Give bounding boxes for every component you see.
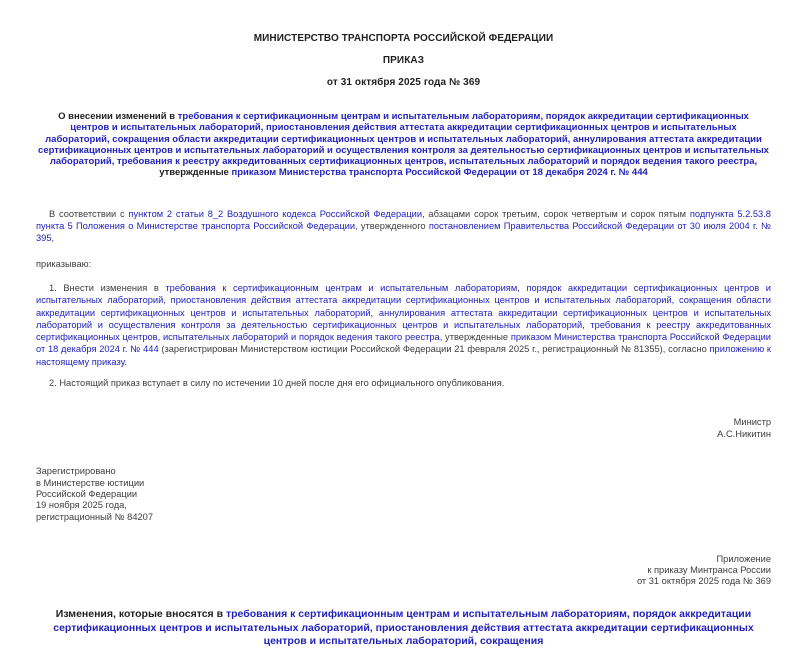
decree-word: приказываю: bbox=[36, 258, 92, 269]
text-segment: , утвержденного bbox=[355, 221, 429, 232]
registration-line: Российской Федерации bbox=[36, 488, 138, 499]
document-title bbox=[38, 111, 769, 179]
doc-link[interactable]: требования к сертификационным центрам и испытательным лабораториям, порядок аккредитации сертификационных центров и испытательных лабораторий, приостановления действия аттестата аккредитации сертификационных центров и испытательных лабораторий, сокращения bbox=[53, 607, 754, 648]
text-segment: . bbox=[124, 356, 127, 367]
doc-link[interactable]: приказом Министерства транспорта Российской Федерации от 18 декабря 2024 г. № 444 bbox=[231, 167, 648, 179]
registration-block bbox=[36, 466, 771, 522]
ministry-heading: МИНИСТЕРСТВО ТРАНСПОРТА РОССИЙСКОЙ ФЕДЕРАЦИИ bbox=[253, 33, 554, 44]
text-segment: Изменения, которые вносятся в bbox=[55, 607, 226, 620]
registration-line: Зарегистрировано bbox=[36, 466, 116, 477]
doc-type-heading: ПРИКАЗ bbox=[382, 55, 425, 66]
text-segment: утвержденные bbox=[159, 167, 232, 179]
text-segment: 2. Настоящий приказ вступает в силу по истечении 10 дней после дня его официального опубликования. bbox=[49, 378, 505, 389]
text-segment: О внесении изменений в bbox=[58, 111, 178, 122]
signature-post: Министр bbox=[733, 417, 771, 428]
doc-date-number: от 31 октября 2025 года № 369 bbox=[326, 77, 481, 88]
order-item-1 bbox=[36, 282, 771, 368]
appendix-title bbox=[36, 608, 771, 649]
text-segment: утвержденные bbox=[442, 332, 511, 343]
signature-name: А.С.Никитин bbox=[717, 429, 771, 440]
text-segment: В соответствии с bbox=[49, 208, 129, 219]
doc-link[interactable]: приказом Министерства транспорта Российской Федерации от 18 декабря 2024 г. № 444 bbox=[36, 332, 772, 355]
order-item-2 bbox=[36, 377, 771, 389]
appendix-reference-block bbox=[36, 554, 771, 588]
registration-line: 19 ноября 2025 года, bbox=[36, 500, 127, 511]
appendix-reference-line: Приложение bbox=[716, 553, 771, 564]
doc-link[interactable]: требования к сертификационным центрам и испытательным лабораториям, порядок аккредитации сертификационных центров и испытательных лабораторий, приостановления действия аттестата аккредитации сертификационных центров и испытательных лабораторий, сокращения области аккредитации сертификационных центров и испытательных лабораторий, аннулирования аттестата аккредитации сертификационных центров и испытательных лабораторий и осуществления контроля за деятельностью сертификационных центров и испытательных лабораторий, требования к реестру аккредитованных сертификационных центров, испытательных лабораторий и порядок ведения такого реестра, bbox=[38, 111, 769, 168]
doc-link[interactable]: постановлением Правительства Российской Федерации от 30 июля 2004 г. № 395 bbox=[36, 221, 772, 244]
text-segment: (зарегистрирован Министерством юстиции Российской Федерации 21 февраля 2025 г., регистрационный № 81355), согласно bbox=[158, 344, 710, 355]
text-segment: , bbox=[51, 233, 55, 244]
signature-block bbox=[36, 416, 771, 440]
preamble-paragraph bbox=[36, 208, 771, 245]
doc-link[interactable]: подпункта 5.2.53.8 пункта 5 Положения о Министерстве транспорта Российской Федерации bbox=[36, 208, 771, 232]
text-segment: 1. Внести изменения в bbox=[49, 282, 166, 293]
doc-link[interactable]: приложению к настоящему приказу bbox=[36, 344, 772, 367]
registration-line: регистрационный № 84207 bbox=[36, 511, 153, 522]
appendix-reference-line: от 31 октября 2025 года № 369 bbox=[636, 576, 771, 587]
doc-link[interactable]: пунктом 2 статьи 8_2 Воздушного кодекса Российской Федерации bbox=[128, 208, 423, 219]
doc-link[interactable]: требования к сертификационным центрам и испытательным лабораториям, порядок аккредитации сертификационных центров и испытательных лабораторий, приостановления действия аттестата аккредитации сертификационных центров и испытательных лабораторий, сокращения области аккредитации сертификационных центров и испытательных лабораторий, аннулирования аттестата аккредитации сертификационных центров и испытательных лабораторий и осуществления контроля за деятельностью сертификационных центров и испытательных лабораторий, требования к реестру аккредитованных сертификационных центров, испытательных лабораторий и порядок ведения такого реестра, bbox=[36, 282, 771, 343]
registration-line: в Министерстве юстиции bbox=[36, 477, 145, 488]
appendix-reference-line: к приказу Минтранса России bbox=[647, 565, 771, 576]
text-segment: , абзацами сорок третьим, сорок четвертым и сорок пятым bbox=[422, 208, 690, 219]
